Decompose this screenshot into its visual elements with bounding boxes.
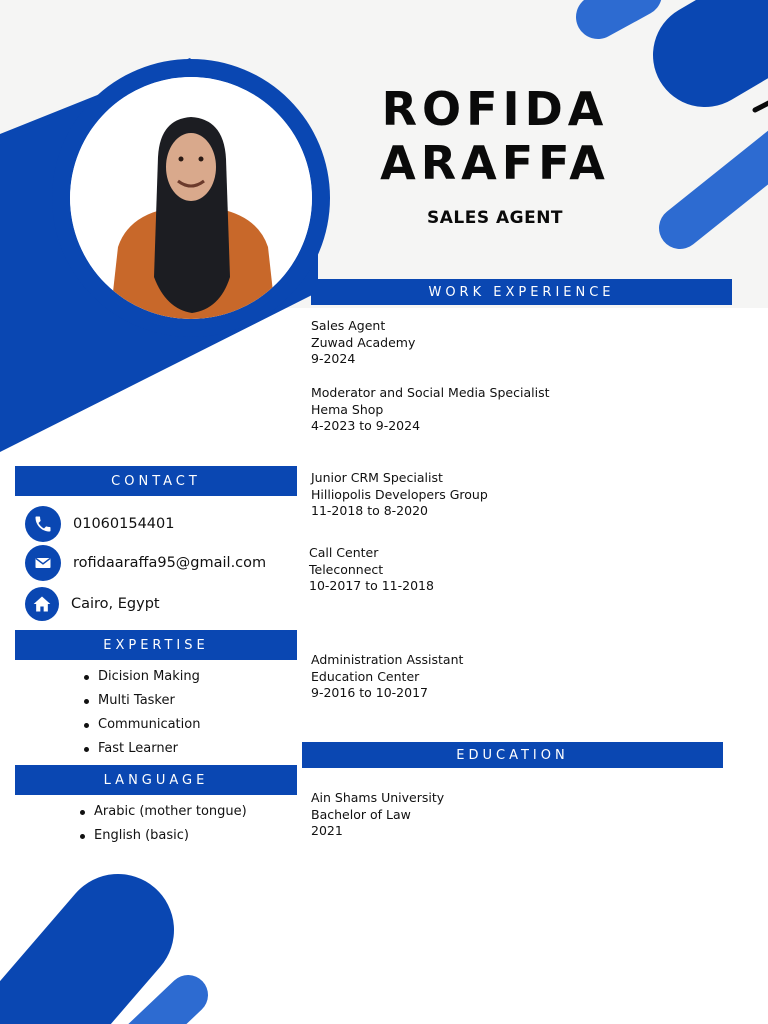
language-heading: LANGUAGE — [15, 765, 297, 795]
job-title: SALES AGENT — [426, 208, 564, 228]
work-dates: 10-2017 to 11-2018 — [309, 578, 434, 593]
work-dates: 11-2018 to 8-2020 — [311, 503, 428, 518]
work-company: Zuwad Academy — [311, 334, 416, 350]
list-item: Arabic (mother tongue) — [78, 800, 247, 824]
expertise-heading: EXPERTISE — [15, 630, 297, 660]
work-company: Education Center — [311, 668, 420, 684]
work-role: Junior CRM Specialist — [311, 470, 443, 485]
phone-icon — [25, 506, 61, 542]
last-name: ARAFFA — [380, 136, 610, 190]
work-company: Hema Shop — [311, 401, 384, 417]
work-dates: 9-2024 — [311, 351, 356, 366]
expertise-list — [82, 665, 200, 761]
work-entry — [309, 545, 434, 595]
contact-email — [25, 545, 266, 581]
phone-number: 01060154401 — [73, 516, 175, 532]
work-dates: 9-2016 to 10-2017 — [311, 685, 428, 700]
work-role: Moderator and Social Media Specialist — [311, 385, 550, 400]
work-experience-heading: WORK EXPERIENCE — [311, 279, 732, 305]
work-dates: 4-2023 to 9-2024 — [311, 418, 421, 433]
work-entry — [311, 385, 549, 435]
work-role: Administration Assistant — [311, 652, 464, 667]
work-entry — [311, 652, 463, 702]
contact-phone — [25, 506, 174, 542]
education-entry — [311, 790, 444, 840]
education-heading: EDUCATION — [302, 742, 723, 768]
list-item: Communication — [82, 713, 200, 737]
language-list — [78, 800, 247, 848]
work-company: Hilliopolis Developers Group — [311, 486, 488, 502]
location: Cairo, Egypt — [71, 596, 160, 612]
contact-location — [25, 587, 160, 621]
first-name: ROFIDA — [381, 82, 609, 136]
work-role: Call Center — [309, 545, 379, 560]
list-item: Fast Learner — [82, 737, 200, 761]
work-company: Teleconnect — [309, 561, 384, 577]
work-entry — [311, 318, 415, 368]
person-illustration — [70, 77, 312, 319]
education-year: 2021 — [311, 823, 343, 838]
name-heading — [345, 82, 645, 190]
contact-heading: CONTACT — [15, 466, 297, 496]
list-item: Multi Tasker — [82, 689, 200, 713]
education-degree: Bachelor of Law — [311, 806, 411, 822]
list-item: Dicision Making — [82, 665, 200, 689]
email-address: rofidaaraffa95@gmail.com — [73, 555, 267, 571]
work-entry — [311, 470, 488, 520]
profile-photo — [70, 77, 312, 319]
envelope-icon — [25, 545, 61, 581]
list-item: English (basic) — [78, 824, 247, 848]
home-icon — [25, 587, 59, 621]
work-role: Sales Agent — [311, 318, 386, 333]
education-school: Ain Shams University — [311, 790, 445, 805]
